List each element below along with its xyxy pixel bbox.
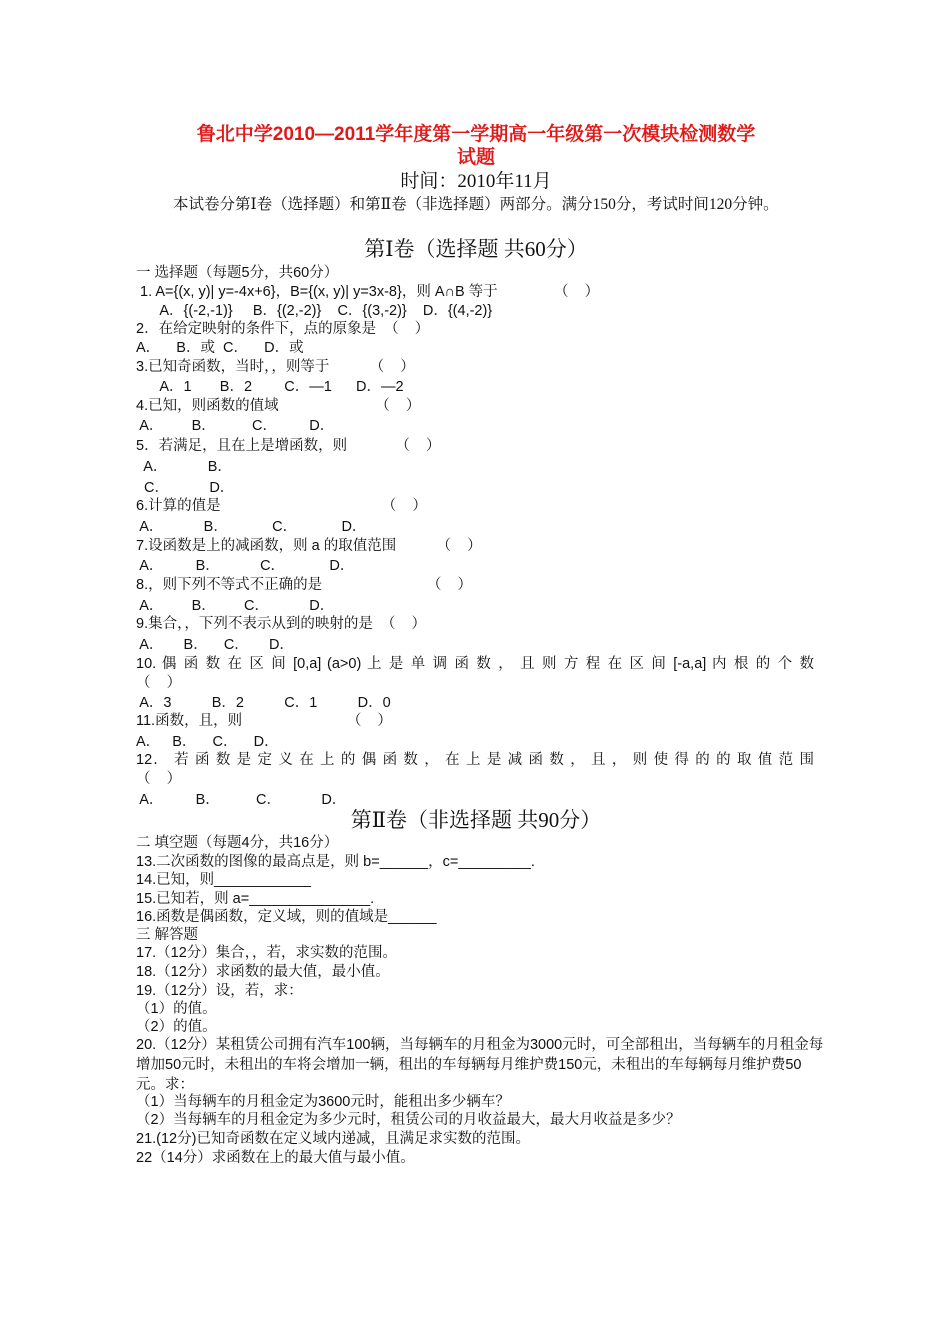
exam-title-line2: 试题 [456, 147, 495, 168]
part1-heading: 第Ⅰ卷（选择题 共60分） [364, 237, 588, 261]
question-8: 8.，则下列不等式不正确的是 （ ） [136, 577, 472, 593]
question-22: 22（14分）求函数在上的最大值与最小值。 [136, 1150, 415, 1166]
question-12-options: A． B． C． D． [136, 792, 347, 808]
question-12-paren: （ ） [136, 771, 182, 787]
question-20-part2: （2）当每辆车的月租金定为多少元时，租赁公司的月收益最大，最大月收益是多少？ [136, 1112, 681, 1128]
question-20-part1: （1）当每辆车的月租金定为3600元时，能租出多少辆车？ [136, 1094, 510, 1110]
question-4: 4.已知，则函数的值域 （ ） [136, 398, 421, 414]
question-8-options: A． B． C． D． [136, 598, 335, 614]
question-20: 20.（12分）某租赁公司拥有汽车100辆，当每辆车的月租金为3000元时，可全部租出，当每辆车的月租金每增加50元时，未租出的车将会增加一辆，租出的车每辆每月维护费150元，未租出的车每辆每月维护费50元。求： [136, 1037, 824, 1093]
question-12: 12． 若 函 数 是 定 义 在 上 的 偶 函 数 ， 在 上 是 减 函 数 ， 且 ， 则 使 得 的 的 取 值 范 围 [136, 752, 814, 768]
question-5: 5．若满足，且在上是增函数，则 （ ） [136, 438, 441, 454]
question-17: 17.（12分）集合，，若，求实数的范围。 [136, 945, 398, 961]
question-2-options: A． B．或 C． D．或 [136, 340, 304, 356]
question-6: 6.计算的值是 （ ） [136, 498, 427, 514]
question-10-paren: （ ） [136, 675, 182, 691]
question-2: 2．在给定映射的条件下，点的原象是 （ ） [136, 321, 430, 337]
question-21: 21.(12分)已知奇函数在定义域内递减，且满足求实数的范围。 [136, 1131, 530, 1147]
question-3: 3.已知奇函数，当时，，则等于 （ ） [136, 359, 415, 375]
question-19: 19.（12分）设，若，求： [136, 983, 303, 999]
question-7: 7.设函数是上的减函数，则 a 的取值范围 （ ） [136, 538, 482, 554]
question-11: 11.函数，且，则 （ ） [136, 713, 392, 729]
section2-label: 二 填空题（每题4分，共16分） [136, 835, 339, 851]
question-11-options: A． B． C． D． [136, 734, 279, 750]
question-6-options: A． B． C． D． [136, 519, 367, 535]
question-19-part1: （1）的值。 [136, 1001, 217, 1017]
part2-heading: 第Ⅱ卷（非选择题 共90分） [350, 808, 602, 832]
question-10: 10. 偶 函 数 在 区 间 [0,a] (a>0) 上 是 单 调 函 数 ， 且 则 方 程 在 区 间 [-a,a] 内 根 的 个 数 [136, 656, 814, 672]
question-10-options: A．3 B．2 C．1 D．0 [136, 695, 391, 711]
exam-intro: 本试卷分第Ⅰ卷（选择题）和第Ⅱ卷（非选择题）两部分。满分150分，考试时间120分钟。 [173, 196, 779, 213]
question-4-options: A． B． C． D． [136, 418, 335, 434]
question-13: 13.二次函数的图像的最高点是，则 b=______，c=_________. [136, 854, 535, 870]
question-16: 16.函数是偶函数，定义域，则的值域是______ [136, 909, 437, 925]
question-5-options-ab: A． B． [136, 459, 232, 475]
question-19-part2: （2）的值。 [136, 1019, 217, 1035]
question-9-options: A． B． C． D． [136, 637, 294, 653]
question-18: 18.（12分）求函数的最大值，最小值。 [136, 964, 390, 980]
question-1: 1. A={(x, y)| y=-4x+6}，B={(x, y)| y=3x-8}，则 A∩B 等于 （ ） [136, 284, 600, 300]
question-9: 9.集合，，下列不表示从到的映射的是 （ ） [136, 616, 427, 632]
question-15: 15.已知若，则 a=_______________. [136, 891, 375, 907]
question-1-options: A．{(-2,-1)} B．{(2,-2)} C．{(3,-2)} D．{(4,-2)} [136, 303, 493, 319]
exam-time: 时间：2010年11月 [400, 171, 552, 192]
section1-label: 一 选择题（每题5分，共60分） [136, 265, 339, 281]
question-5-options-cd: C． D． [136, 480, 235, 496]
section3-label: 三 解答题 [136, 927, 199, 943]
question-7-options: A． B． C． D． [136, 558, 355, 574]
exam-title-line1: 鲁北中学2010—2011学年度第一学期高一年级第一次模块检测数学 [196, 124, 756, 145]
question-3-options: A．1 B．2 C．—1 D．—2 [136, 379, 404, 395]
question-14: 14.已知，则____________ [136, 872, 311, 888]
